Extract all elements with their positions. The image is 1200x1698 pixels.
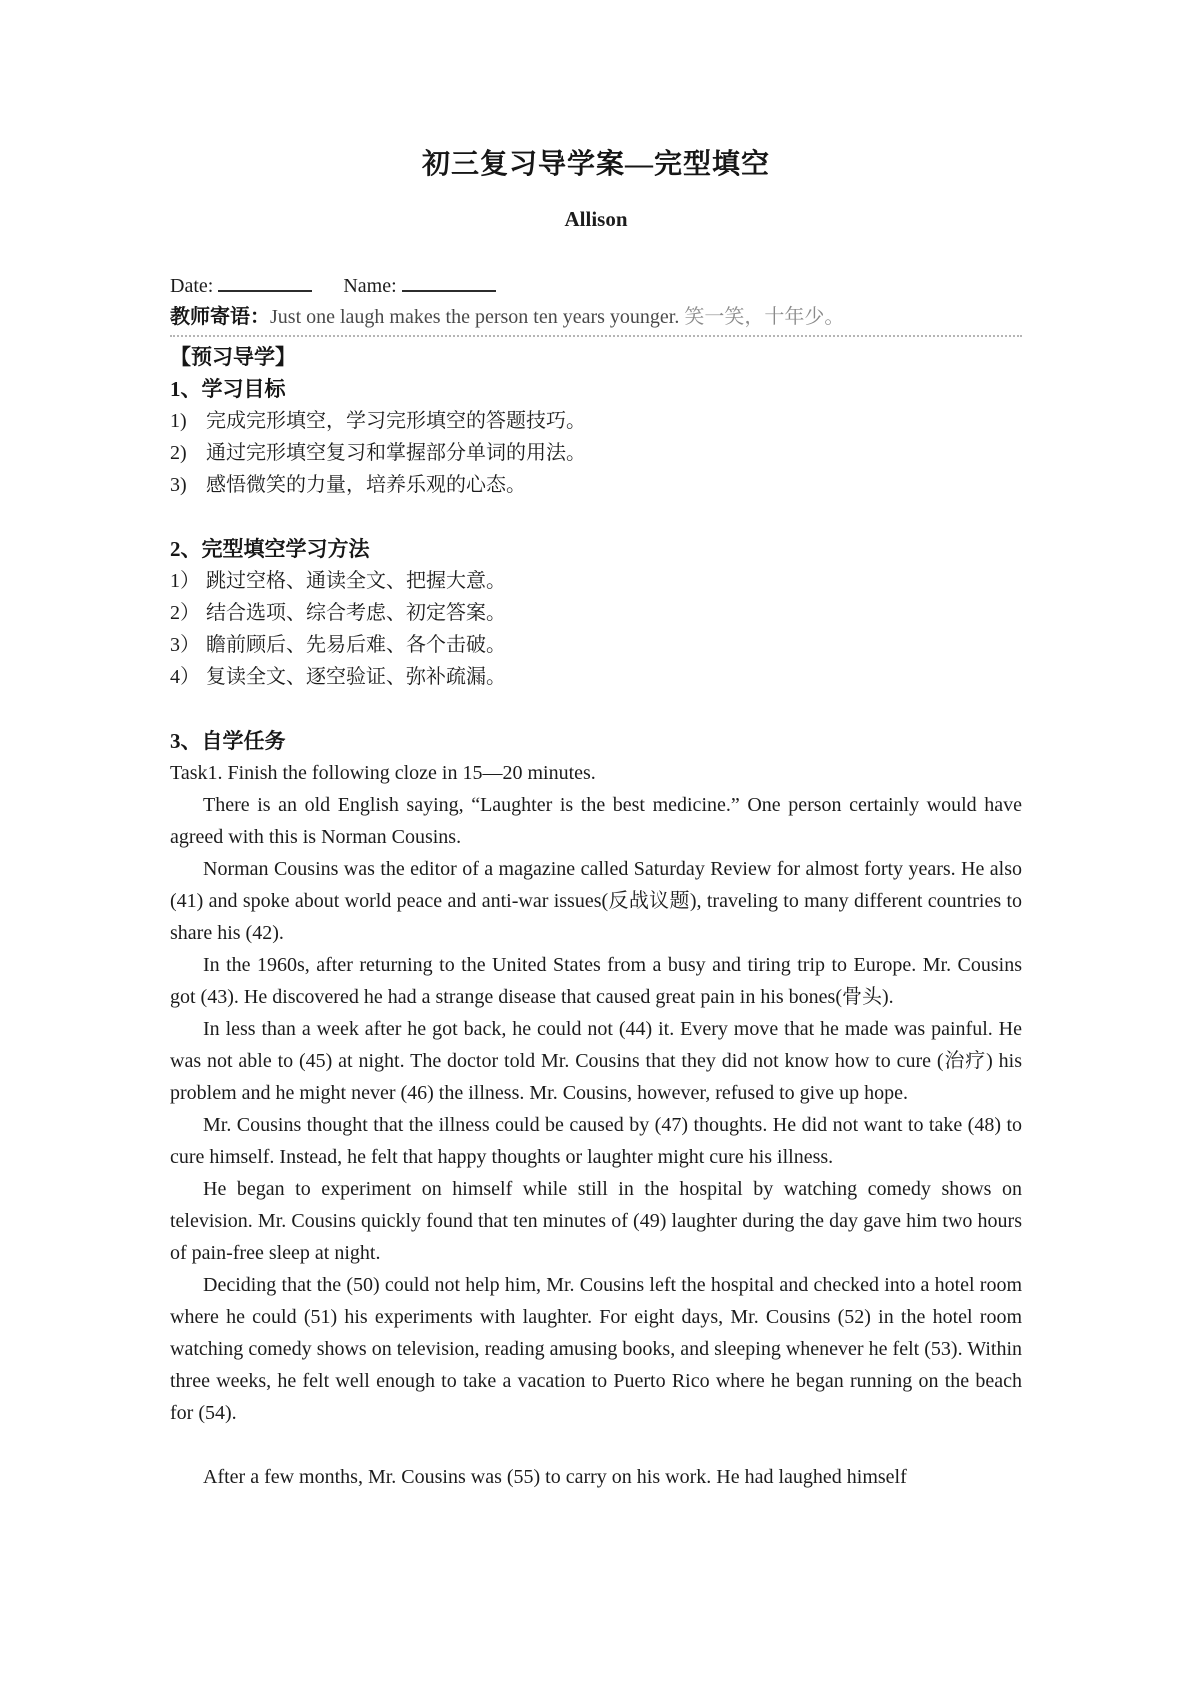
method-item-number: 4） <box>170 666 200 688</box>
goal-item <box>170 437 1022 469</box>
task-instruction: Task1. Finish the following cloze in 15—20 minutes. <box>170 762 596 784</box>
goal-item <box>170 405 1022 437</box>
method-item-text: 结合选项、综合考虑、初定答案。 <box>206 602 506 624</box>
date-label: Date: <box>170 275 214 297</box>
method-item-number: 2） <box>170 602 200 624</box>
goal-item-number: 2) <box>170 442 187 464</box>
method-item <box>170 629 1022 661</box>
page-title: 初三复习导学案—完型填空 <box>421 149 770 180</box>
teacher-message-chinese: 笑一笑，十年少。 <box>684 306 845 328</box>
teacher-message-label: 教师寄语： <box>170 306 270 328</box>
cloze-paragraph: Deciding that the (50) could not help him, Mr. Cousins left the hospital and checked into a hotel room where he could (51) his experiments with laughter. For eight days, Mr. Cousins (52) in the hotel room watching comedy shows on television, reading amusing books, and sleeping whenever he felt (53). Within three weeks, he felt well enough to take a vacation to Puerto Rico where he began running on the beach for (54). <box>170 1274 1022 1424</box>
methods-heading: 2、完型填空学习方法 <box>170 537 370 561</box>
goal-item-text: 通过完形填空复习和掌握部分单词的用法。 <box>206 442 586 464</box>
goal-item-number: 3) <box>170 474 187 496</box>
goal-item-text: 感悟微笑的力量，培养乐观的心态。 <box>206 474 526 496</box>
cloze-paragraph: He began to experiment on himself while still in the hospital by watching comedy shows on television. Mr. Cousins quickly found that ten minutes of (49) laughter during the day gave him two hours of pain-free sleep at night. <box>170 1178 1022 1264</box>
teacher-message-english: Just one laugh makes the person ten years younger. <box>270 306 685 328</box>
cloze-paragraph: In less than a week after he got back, he could not (44) it. Every move that he made was painful. He was not able to (45) at night. The doctor told Mr. Cousins that they did not know how to cure (治疗) his problem and he might never (46) the illness. Mr. Cousins, however, refused to give up hope. <box>170 1018 1022 1104</box>
method-item <box>170 597 1022 629</box>
method-item <box>170 661 1022 693</box>
cloze-paragraph: There is an old English saying, “Laughter is the best medicine.” One person certainly would have agreed with this is Norman Cousins. <box>170 794 1022 848</box>
selfstudy-heading: 3、自学任务 <box>170 729 286 753</box>
goal-item-text: 完成完形填空，学习完形填空的答题技巧。 <box>206 410 586 432</box>
preview-guide-heading: 【预习导学】 <box>170 345 296 369</box>
method-item-text: 复读全文、逐空验证、弥补疏漏。 <box>206 666 506 688</box>
method-item-text: 瞻前顾后、先易后难、各个击破。 <box>206 634 506 656</box>
goals-heading: 1、学习目标 <box>170 377 286 401</box>
goal-item <box>170 469 1022 501</box>
cloze-paragraph: Mr. Cousins thought that the illness could be caused by (47) thoughts. He did not want to take (48) to cure himself. Instead, he felt that happy thoughts or laughter might cure his illness. <box>170 1114 1022 1168</box>
cloze-paragraph: After a few months, Mr. Cousins was (55) to carry on his work. He had laughed himself <box>203 1466 907 1488</box>
name-label: Name: <box>343 275 397 297</box>
teacher-message-line <box>170 302 1022 337</box>
cloze-paragraph: Norman Cousins was the editor of a magazine called Saturday Review for almost forty years. He also (41) and spoke about world peace and anti-war issues(反战议题), traveling to many different countries to share his (42). <box>170 858 1022 944</box>
method-item-number: 3） <box>170 634 200 656</box>
name-blank <box>402 270 496 292</box>
date-name-line <box>170 270 1022 302</box>
method-item <box>170 565 1022 597</box>
date-blank <box>218 270 312 292</box>
goal-item-number: 1) <box>170 410 187 432</box>
page-subtitle: Allison <box>564 207 628 231</box>
cloze-paragraph: In the 1960s, after returning to the United States from a busy and tiring trip to Europe. Mr. Cousins got (43). He discovered he had a strange disease that caused great pain in his bones(骨头). <box>170 954 1022 1008</box>
method-item-text: 跳过空格、通读全文、把握大意。 <box>206 570 506 592</box>
method-item-number: 1） <box>170 570 200 592</box>
